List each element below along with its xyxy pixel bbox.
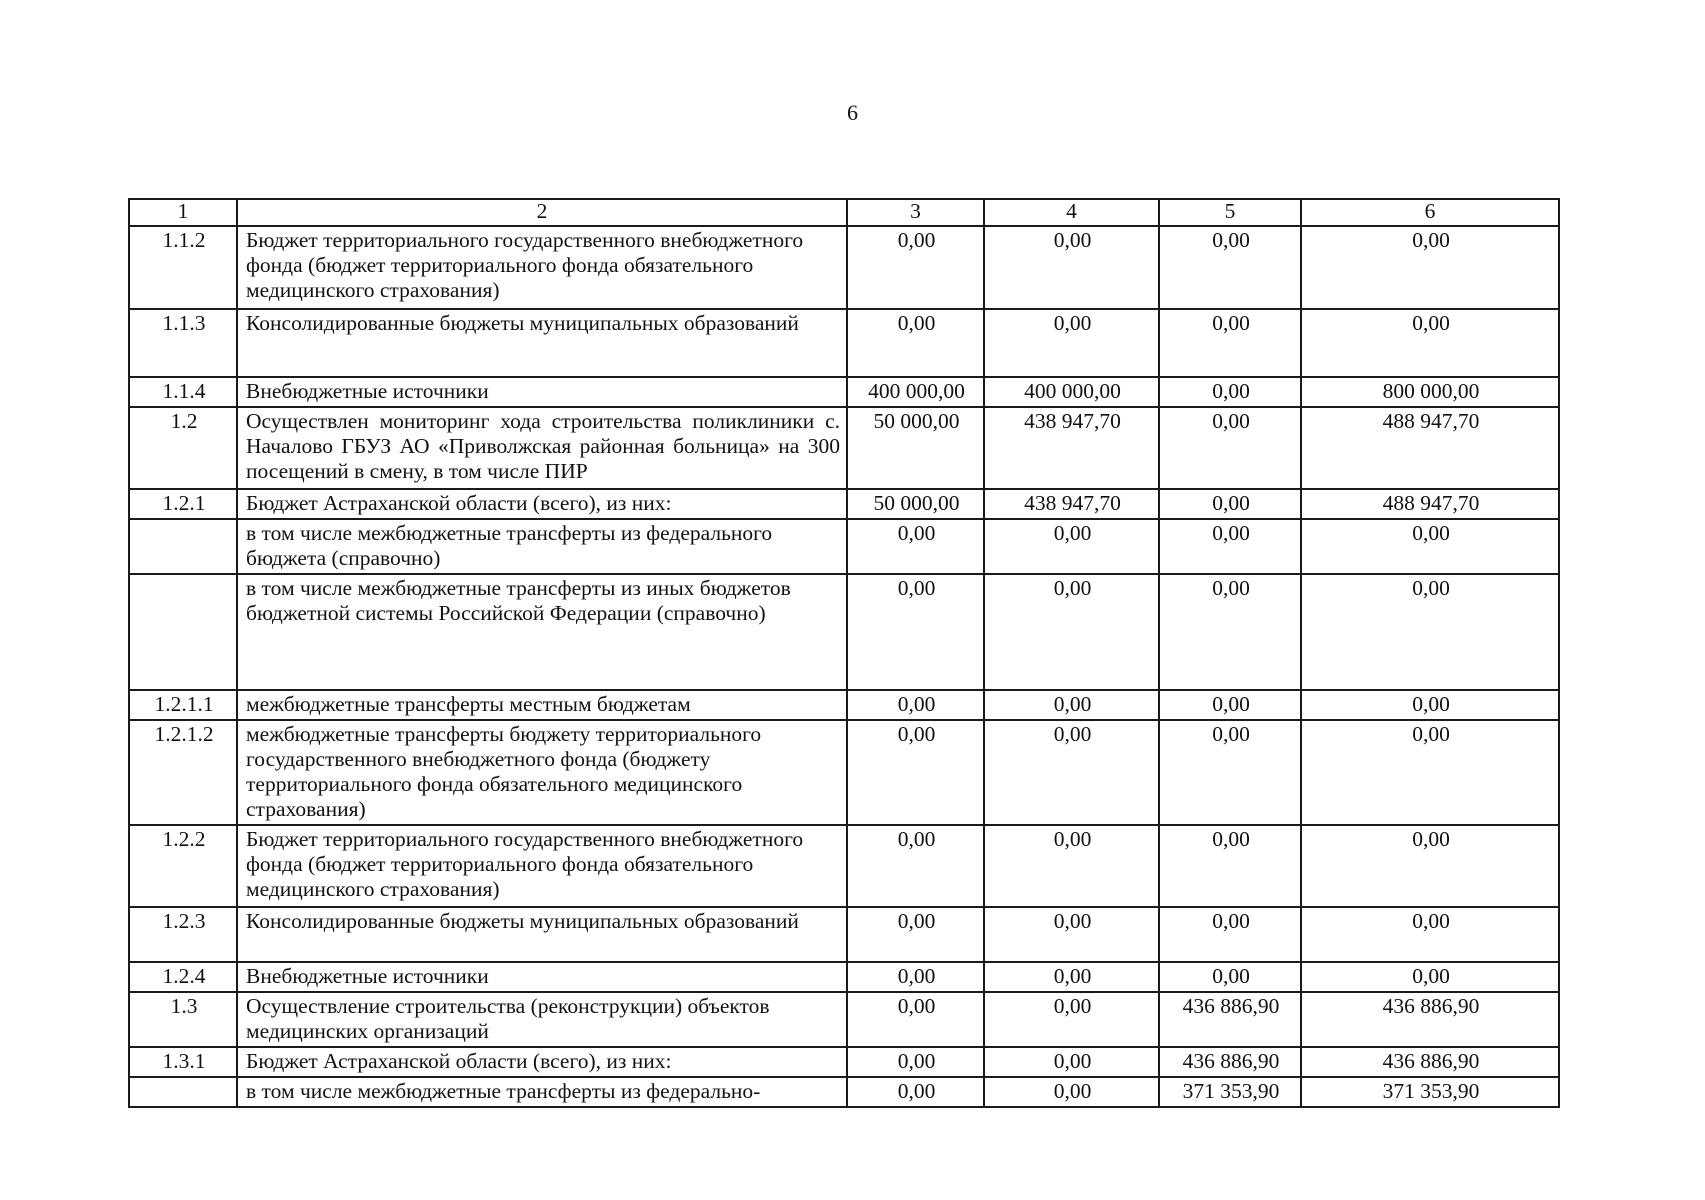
value-col3: 0,00	[847, 309, 984, 377]
value-col4: 0,00	[984, 519, 1159, 574]
value-col4: 0,00	[984, 1047, 1159, 1077]
value-col4: 0,00	[984, 690, 1159, 720]
value-col5: 0,00	[1159, 825, 1301, 907]
table-row	[129, 962, 1559, 992]
value-col3: 400 000,00	[847, 377, 984, 407]
row-description: межбюджетные трансферты бюджету территориального государственного внебюджетного фонда (бюджету территориального фонда обязательного медицинского страхования)	[237, 720, 847, 825]
table-row	[129, 907, 1559, 962]
row-code	[129, 519, 237, 574]
value-col4: 0,00	[984, 962, 1159, 992]
row-code: 1.1.3	[129, 309, 237, 377]
value-col3: 0,00	[847, 1047, 984, 1077]
row-description: в том числе межбюджетные трансферты из федерально-	[237, 1077, 847, 1107]
row-description: Бюджет территориального государственного внебюджетного фонда (бюджет территориального фонда обязательного медицинского страхования)	[237, 226, 847, 309]
value-col3: 0,00	[847, 825, 984, 907]
table-row	[129, 720, 1559, 825]
row-description: Консолидированные бюджеты муниципальных образований	[237, 309, 847, 377]
value-col5: 0,00	[1159, 226, 1301, 309]
budget-table	[128, 198, 1560, 1108]
row-code	[129, 574, 237, 690]
row-description: в том числе межбюджетные трансферты из федерального бюджета (справочно)	[237, 519, 847, 574]
column-header: 3	[847, 199, 984, 226]
value-col4: 0,00	[984, 992, 1159, 1047]
value-col3: 0,00	[847, 720, 984, 825]
value-col3: 0,00	[847, 962, 984, 992]
table-row	[129, 574, 1559, 690]
value-col4: 0,00	[984, 226, 1159, 309]
value-col6: 0,00	[1301, 309, 1559, 377]
row-description: Бюджет Астраханской области (всего), из них:	[237, 1047, 847, 1077]
row-code: 1.2.4	[129, 962, 237, 992]
row-code: 1.3	[129, 992, 237, 1047]
value-col5: 0,00	[1159, 519, 1301, 574]
row-code	[129, 1077, 237, 1107]
value-col6: 0,00	[1301, 519, 1559, 574]
value-col3: 0,00	[847, 907, 984, 962]
table-row	[129, 825, 1559, 907]
value-col6: 0,00	[1301, 907, 1559, 962]
value-col4: 0,00	[984, 309, 1159, 377]
table-row	[129, 489, 1559, 519]
value-col6: 0,00	[1301, 574, 1559, 690]
column-header: 1	[129, 199, 237, 226]
value-col6: 0,00	[1301, 226, 1559, 309]
value-col5: 0,00	[1159, 489, 1301, 519]
value-col6: 0,00	[1301, 720, 1559, 825]
value-col3: 50 000,00	[847, 489, 984, 519]
table-row	[129, 992, 1559, 1047]
value-col3: 0,00	[847, 226, 984, 309]
row-description: Внебюджетные источники	[237, 962, 847, 992]
row-code: 1.2.1	[129, 489, 237, 519]
value-col4: 438 947,70	[984, 489, 1159, 519]
column-header: 4	[984, 199, 1159, 226]
table-row	[129, 519, 1559, 574]
value-col5: 0,00	[1159, 407, 1301, 489]
value-col5: 0,00	[1159, 962, 1301, 992]
row-description: межбюджетные трансферты местным бюджетам	[237, 690, 847, 720]
value-col5: 436 886,90	[1159, 992, 1301, 1047]
value-col5: 436 886,90	[1159, 1047, 1301, 1077]
row-code: 1.2	[129, 407, 237, 489]
row-code: 1.2.1.1	[129, 690, 237, 720]
row-code: 1.1.2	[129, 226, 237, 309]
value-col3: 0,00	[847, 992, 984, 1047]
value-col5: 371 353,90	[1159, 1077, 1301, 1107]
page-number: 6	[847, 100, 858, 125]
value-col4: 0,00	[984, 1077, 1159, 1107]
column-header: 2	[237, 199, 847, 226]
table-row	[129, 226, 1559, 309]
table-row	[129, 309, 1559, 377]
row-description: Бюджет Астраханской области (всего), из них:	[237, 489, 847, 519]
value-col5: 0,00	[1159, 690, 1301, 720]
value-col5: 0,00	[1159, 574, 1301, 690]
row-description: Осуществлен мониторинг хода строительства поликлиники с. Началово ГБУЗ АО «Приволжская районная больница» на 300 посещений в смену, в том числе ПИР	[237, 407, 847, 489]
value-col3: 50 000,00	[847, 407, 984, 489]
row-code: 1.2.3	[129, 907, 237, 962]
row-description: в том числе межбюджетные трансферты из иных бюджетов бюджетной системы Российской Федерации (справочно)	[237, 574, 847, 690]
value-col6: 436 886,90	[1301, 1047, 1559, 1077]
value-col6: 371 353,90	[1301, 1077, 1559, 1107]
value-col4: 0,00	[984, 825, 1159, 907]
value-col4: 438 947,70	[984, 407, 1159, 489]
value-col6: 0,00	[1301, 962, 1559, 992]
value-col4: 400 000,00	[984, 377, 1159, 407]
value-col4: 0,00	[984, 907, 1159, 962]
value-col6: 436 886,90	[1301, 992, 1559, 1047]
value-col3: 0,00	[847, 690, 984, 720]
value-col3: 0,00	[847, 519, 984, 574]
value-col6: 0,00	[1301, 690, 1559, 720]
row-description: Консолидированные бюджеты муниципальных образований	[237, 907, 847, 962]
table-row	[129, 690, 1559, 720]
value-col6: 488 947,70	[1301, 489, 1559, 519]
row-description: Бюджет территориального государственного внебюджетного фонда (бюджет территориального фонда обязательного медицинского страхования)	[237, 825, 847, 907]
table-header-row	[129, 199, 1559, 226]
row-description: Осуществление строительства (реконструкции) объектов медицинских организаций	[237, 992, 847, 1047]
column-header: 5	[1159, 199, 1301, 226]
row-description: Внебюджетные источники	[237, 377, 847, 407]
value-col4: 0,00	[984, 574, 1159, 690]
value-col5: 0,00	[1159, 907, 1301, 962]
row-code: 1.2.1.2	[129, 720, 237, 825]
value-col5: 0,00	[1159, 377, 1301, 407]
value-col4: 0,00	[984, 720, 1159, 825]
value-col6: 800 000,00	[1301, 377, 1559, 407]
table-row	[129, 1077, 1559, 1107]
table-row	[129, 407, 1559, 489]
value-col6: 488 947,70	[1301, 407, 1559, 489]
value-col3: 0,00	[847, 574, 984, 690]
table-row	[129, 377, 1559, 407]
row-code: 1.3.1	[129, 1047, 237, 1077]
value-col5: 0,00	[1159, 720, 1301, 825]
row-code: 1.1.4	[129, 377, 237, 407]
value-col5: 0,00	[1159, 309, 1301, 377]
row-code: 1.2.2	[129, 825, 237, 907]
value-col6: 0,00	[1301, 825, 1559, 907]
column-header: 6	[1301, 199, 1559, 226]
value-col3: 0,00	[847, 1077, 984, 1107]
table-row	[129, 1047, 1559, 1077]
